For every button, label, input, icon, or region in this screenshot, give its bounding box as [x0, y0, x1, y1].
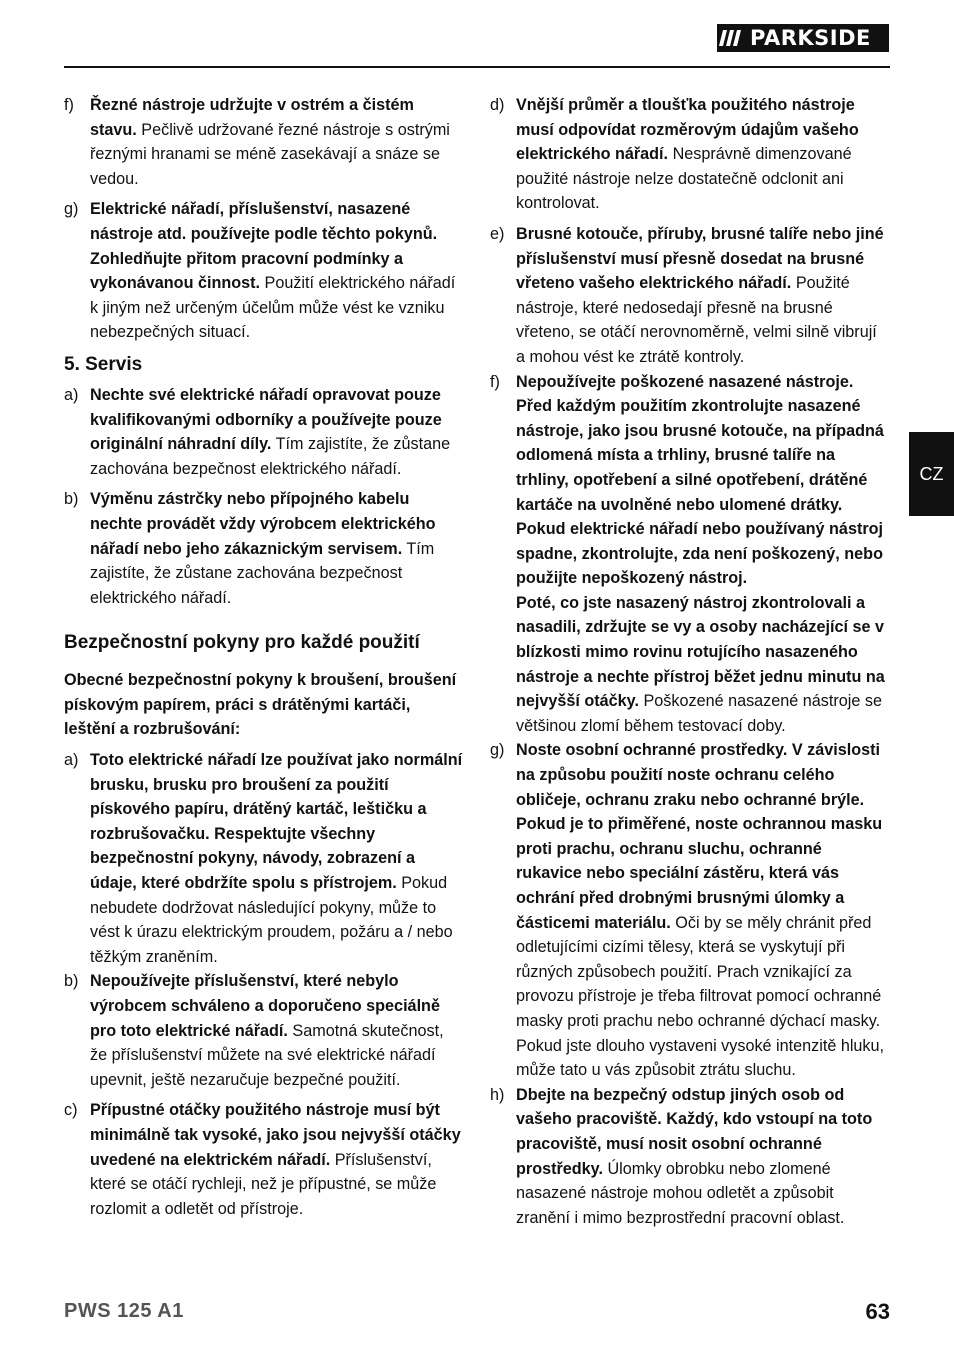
item-marker: a) — [64, 385, 79, 404]
item-marker: d) — [490, 96, 505, 114]
parkside-logo — [717, 24, 889, 52]
item-marker: b) — [64, 972, 79, 991]
item-text: Nesprávně dimenzované použité nástroje nelze dostatečně odclonit ani kontrolovat. — [516, 145, 852, 213]
item-bold-text-continued: Poté, co jste nasazený nástroj zkontrolovali a nasadili, zdržujte se vy a osoby nacházející se v blízkosti mimo rovinu rotujícího nasazeného nástroje a nechte přístroj běžet jednu minutu na nejvyšší otáčky. — [516, 593, 885, 711]
list-item — [64, 748, 464, 969]
item-marker: b) — [64, 490, 79, 509]
item-bold-text: Přípustné otáčky použitého nástroje musí být minimálně tak vysoké, jako jsou nejvyšší otáčky uvedené na elektrickém nářadí. — [90, 1101, 461, 1169]
item-bold-text: Elektrické nářadí, příslušenství, nasazené nástroje atd. používejte podle těchto pokynů. Zohledňujte přitom pracovní podmínky a vykonávanou činnost. — [90, 200, 438, 293]
list-item — [490, 370, 890, 739]
item-marker: h) — [490, 1085, 505, 1104]
item-bold-text: Vnější průměr a tloušťka použitého nástroje musí odpovídat rozměrovým údajům vašeho elektrického nářadí. — [516, 96, 859, 164]
logo-stripes-icon — [717, 24, 747, 52]
item-bold-text: Nepoužívejte poškozené nasazené nástroje. Před každým použitím zkontrolujte nasazené nástroje, jako jsou brusné kotouče, na případná odlomená místa a trhliny, brusné talíře na trhliny, opotřebení a silné opotřebení, drátěné kartáče na uvolněné nebo ulomené drátky. Pokud elektrické nářadí nebo používaný nástroj spadne, zkontrolujte, zda není poškozený, nebo použijte nepoškozený nástroj. — [516, 372, 884, 588]
item-bold-text: Noste osobní ochranné prostředky. V závislosti na způsobu použití noste ochranu celého obličeje, ochranu zraku nebo ochranné brýle. Pokud je to přiměřené, noste ochrannou masku proti prachu, ochranu sluchu, ochranné rukavice nebo speciální zástěru, která vás ochrání před drobnými brusnými úlomky a částicemi materiálu. — [516, 741, 883, 932]
list-item — [64, 197, 464, 345]
list-item — [490, 738, 890, 1082]
left-column — [64, 93, 464, 1227]
item-text: Příslušenství, které se otáčí rychleji, než je přípustné, se může rozlomit a odletět od přístroje. — [90, 1150, 437, 1218]
item-text: Pečlivě udržované řezné nástroje s ostrými řeznými hranami se méně zasekávají a snáze se vedou. — [90, 120, 450, 188]
section-title-servis: 5. Servis — [64, 353, 143, 375]
item-marker: e) — [490, 224, 505, 243]
item-text: Úlomky obrobku nebo zlomené nasazené nástroje mohou odletět a způsobit zranění i mimo bezprostřední pracovní oblast. — [516, 1159, 845, 1227]
page-number: 63 — [865, 1299, 890, 1324]
item-marker: a) — [64, 751, 79, 770]
general-subheading: Obecné bezpečnostní pokyny k broušení, broušení pískovým papírem, práci s drátěnými kartáči, leštění a rozbrušování: — [64, 671, 457, 739]
item-text: Použití elektrického nářadí k jiným než určeným účelům může vést ke vzniku nebezpečných situací. — [90, 274, 456, 342]
item-marker: f) — [490, 372, 500, 391]
right-column — [490, 93, 890, 1230]
list-item — [490, 222, 890, 370]
list-item — [64, 93, 464, 191]
item-text: Použité nástroje, které nedosedají přesně na brusné vřeteno, se otáčí nerovnoměrně, velmi silně vibrují a mohou vést ke ztrátě kontroly. — [516, 274, 877, 366]
safety-heading: Bezpečnostní pokyny pro každé použití — [64, 632, 420, 654]
brand-name: PARKSIDE — [750, 26, 871, 50]
item-text: Oči by se měly chránit před odletujícími cizími tělesy, která se vyskytují při různých způsobech použití. Prach vznikající za provozu přístroje je třeba filtrovat pomocí ochranné masky proti prachu nebo ochranné dýchací masky. Pokud jste dlouho vystaveni vysoké intenzitě hluku, může tato u vás způsobit ztrátu sluchu. — [516, 913, 885, 1080]
list-item — [64, 487, 464, 610]
item-marker: c) — [64, 1101, 78, 1120]
item-text: Tím zajistíte, že zůstane zachována bezpečnost elektrického nářadí. — [90, 435, 451, 478]
list-item — [64, 969, 464, 1092]
footer-model: PWS 125 A1 — [64, 1300, 184, 1322]
item-marker: f) — [64, 96, 74, 114]
item-marker: g) — [64, 200, 79, 219]
list-item — [490, 1083, 890, 1231]
item-bold-text: Nechte své elektrické nářadí opravovat pouze kvalifikovanými odborníky a používejte pouze originální náhradní díly. — [90, 385, 442, 454]
item-bold-text: Nepoužívejte příslušenství, které nebylo výrobcem schváleno a doporučeno speciálně pro toto elektrické nářadí. — [90, 972, 440, 1040]
item-bold-text: Výměnu zástrčky nebo přípojného kabelu nechte provádět vždy výrobcem elektrického nářadí nebo jeho zákaznickým servisem. — [90, 490, 436, 558]
item-bold-text: Řezné nástroje udržujte v ostrém a čistém stavu. — [90, 96, 414, 139]
header-divider — [64, 66, 890, 68]
language-tab: CZ — [909, 432, 954, 516]
list-item — [490, 93, 890, 216]
item-text: Samotná skutečnost, že příslušenství můžete na své elektrické nářadí upevnit, ještě nezaručuje bezpečné použití. — [90, 1021, 444, 1089]
item-marker: g) — [490, 741, 505, 760]
item-text: Tím zajistíte, že zůstane zachována bezpečnost elektrického nářadí. — [90, 539, 435, 607]
item-text: Pokud nebudete dodržovat následující pokyny, může to vést k úrazu elektrickým proudem, požáru a / nebo těžkým zraněním. — [90, 874, 453, 966]
item-bold-text: Dbejte na bezpečný odstup jiných osob od vašeho pracoviště. Každý, kdo vstoupí na toto pracoviště, musí nosit osobní ochranné prostředky. — [516, 1085, 873, 1178]
list-item — [64, 383, 464, 481]
list-item — [64, 1098, 464, 1221]
item-bold-text: Brusné kotouče, příruby, brusné talíře nebo jiné příslušenství musí přesně dosedat na brusné vřeteno vašeho elektrického nářadí. — [516, 224, 884, 293]
item-bold-text: Toto elektrické nářadí lze používat jako normální brusku, brusku pro broušení za použití pískového papíru, drátěný kartáč, leštičku a rozbrušovačku. Respektujte všechny bezpečnostní pokyny, návody, zobrazení a údaje, které obdržíte spolu s přístrojem. — [90, 751, 463, 893]
item-text: Poškozené nasazené nástroje se většinou zlomí během testovací doby. — [516, 692, 882, 735]
